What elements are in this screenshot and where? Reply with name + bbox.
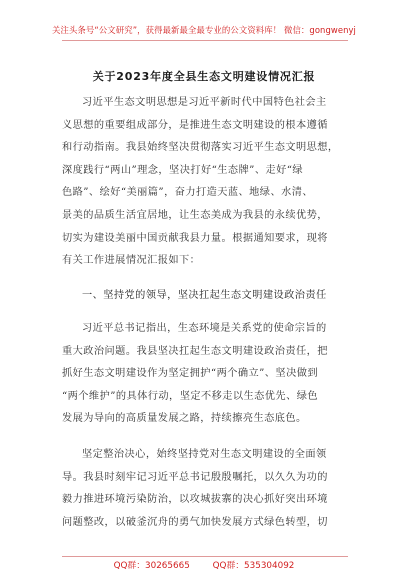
footer-qq-group-2: QQ群：535304092: [212, 561, 295, 571]
paragraph-line: 发展为导向的高质量发展之路，持续擦亮生态底色。: [62, 413, 307, 425]
paragraph-line: 毅力推进环境污染防治，以攻城拔寨的决心抓好突出环境: [62, 494, 328, 506]
footer: [0, 558, 408, 571]
paragraph-line: 导。我县时刻牢记习近平总书记殷殷嘱托，以久久为功的: [62, 471, 328, 483]
intro-line: 和行动指南。我县始终坚决贯彻落实习近平生态文明思想，: [62, 142, 339, 154]
intro-line: 有关工作进展情况汇报如下：: [62, 255, 201, 267]
section-heading: 一、坚持党的领导，坚决扛起生态文明建设政治责任: [82, 290, 327, 301]
intro-paragraph: [62, 92, 352, 273]
intro-line: 切实为建设美丽中国贡献我县力量。根据通知要求，现将: [62, 232, 328, 244]
intro-line: 深度践行“两山”理念，坚决打好“生态牌”、走好“绿: [62, 164, 304, 176]
paragraph-line: 坚定整治决心，始终坚持党对生态文明建设的全面领: [82, 449, 327, 460]
intro-line: 义思想的重要组成部分，是推进生态文明建设的根本遵循: [62, 119, 328, 131]
document-title: 关于2023年度全县生态文明建设情况汇报: [92, 70, 316, 83]
intro-line: 习近平生态文明思想是习近平新时代中国特色社会主: [82, 97, 327, 108]
paragraph-line: 重大政治问题。我县坚决扛起生态文明建设政治责任，把: [62, 345, 328, 357]
paragraph-2: [62, 318, 352, 431]
footer-qq-group-1: QQ群：30265665: [113, 561, 190, 571]
paragraph-line: 抓好生态文明建设作为坚定拥护“两个确立”、坚决做到: [62, 368, 318, 380]
paragraph-line: “两个维护”的具体行动，坚定不移走以生态优先、绿色: [62, 390, 318, 402]
header-banner: 关注头条号“公文研究”，获得最新最全最专业的公文资料库！ 微信：gongwenyj: [52, 25, 356, 35]
header-divider: [62, 40, 348, 41]
intro-line: 色路”、绘好“美丽篇”，奋力打造天蓝、地绿、水清、: [62, 187, 313, 199]
footer-divider: [62, 556, 348, 557]
section-heading-block: [62, 285, 352, 308]
paragraph-3: [62, 444, 352, 534]
paragraph-line: 习近平总书记指出，生态环境是关系党的使命宗旨的: [82, 323, 327, 334]
intro-line: 景美的品质生活宜居地，让生态美成为我县的永续优势，: [62, 209, 328, 221]
paragraph-line: 问题整改，以破釜沉舟的勇气加快发展方式绿色转型，切: [62, 516, 328, 528]
